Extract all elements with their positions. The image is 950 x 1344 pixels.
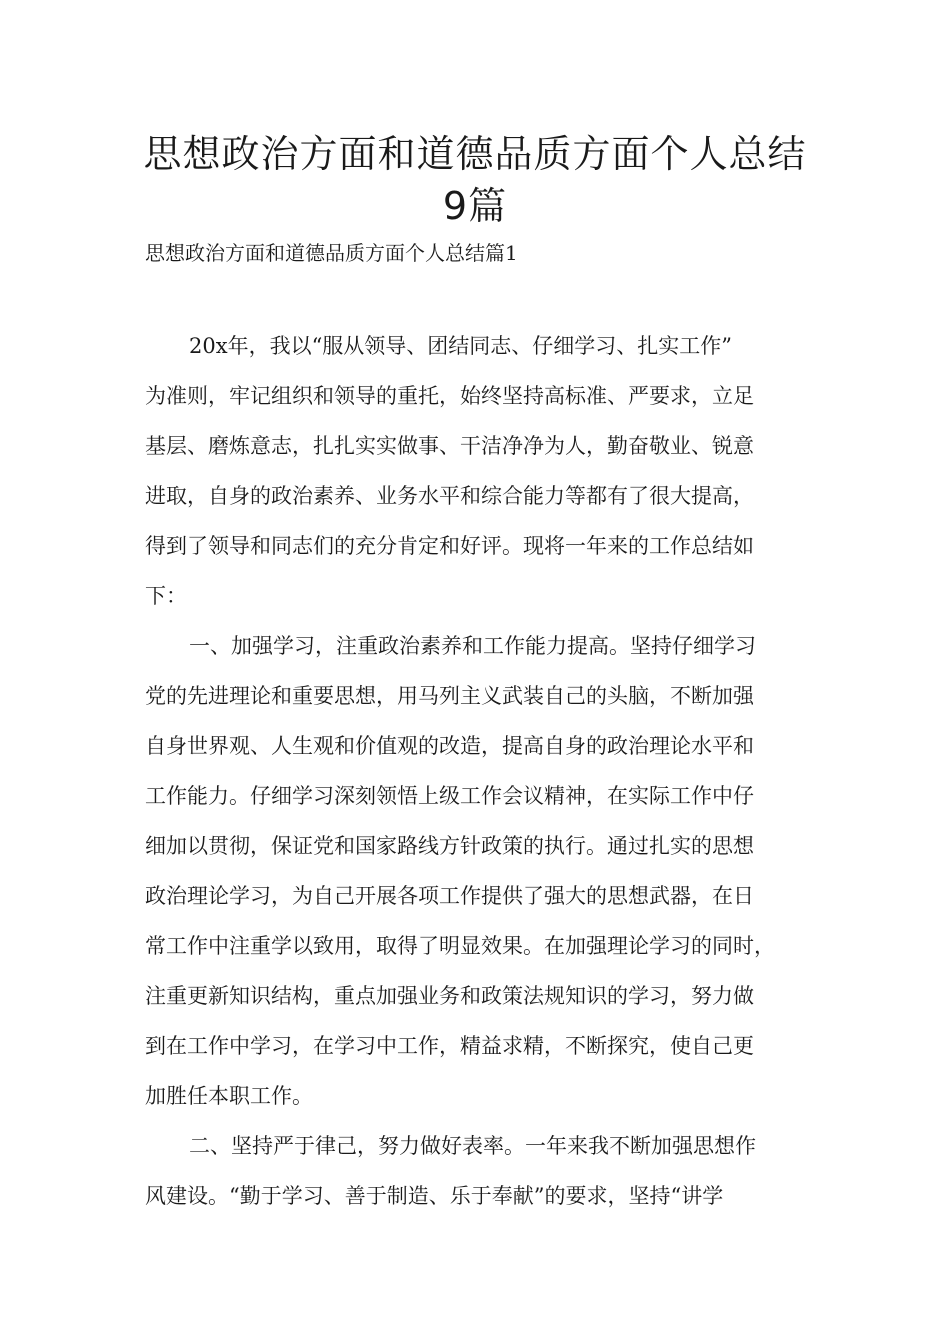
document-body — [145, 330, 825, 1230]
paragraph-line: 党的先进理论和重要思想，用马列主义武装自己的头脑，不断加强 — [145, 684, 754, 708]
section-heading: 思想政治方面和道德品质方面个人总结篇1 — [145, 241, 518, 265]
paragraph-line: 细加以贯彻，保证党和国家路线方针政策的执行。通过扎实的思想 — [145, 834, 754, 858]
paragraph-line: 得到了领导和同志们的充分肯定和好评。现将一年来的工作总结如 — [145, 534, 754, 558]
paragraph-line: 风建设。“勤于学习、善于制造、乐于奉献”的要求，坚持“讲学 — [145, 1184, 724, 1208]
paragraph-line: 工作能力。仔细学习深刻领悟上级工作会议精神，在实际工作中仔 — [145, 784, 754, 808]
paragraph-line: 进取，自身的政治素养、业务水平和综合能力等都有了很大提高， — [145, 484, 754, 508]
title-line: 9篇 — [442, 184, 508, 228]
paragraph-line: 自身世界观、人生观和价值观的改造，提高自身的政治理论水平和 — [145, 734, 754, 758]
document-title — [100, 128, 850, 232]
paragraph-line: 基层、磨炼意志，扎扎实实做事、干洁净净为人，勤奋敬业、锐意 — [145, 434, 754, 458]
paragraph-line: 常工作中注重学以致用，取得了明显效果。在加强理论学习的同时， — [145, 934, 775, 958]
paragraph-line: 一、加强学习，注重政治素养和工作能力提高。坚持仔细学习 — [189, 634, 756, 658]
paragraph-line: 政治理论学习，为自己开展各项工作提供了强大的思想武器，在日 — [145, 884, 754, 908]
title-line: 思想政治方面和道德品质方面个人总结 — [143, 132, 807, 176]
paragraph-line: 加胜任本职工作。 — [145, 1084, 313, 1108]
paragraph-line: 下： — [145, 584, 187, 608]
paragraph-line: 20x年，我以“服从领导、团结同志、仔细学习、扎实工作” — [189, 334, 733, 358]
paragraph-line: 注重更新知识结构，重点加强业务和政策法规知识的学习，努力做 — [145, 984, 754, 1008]
paragraph-line: 到在工作中学习，在学习中工作，精益求精，不断探究，使自己更 — [145, 1034, 754, 1058]
paragraph-line: 二、坚持严于律己，努力做好表率。一年来我不断加强思想作 — [189, 1134, 756, 1158]
paragraph-line: 为准则，牢记组织和领导的重托，始终坚持高标准、严要求，立足 — [145, 384, 754, 408]
